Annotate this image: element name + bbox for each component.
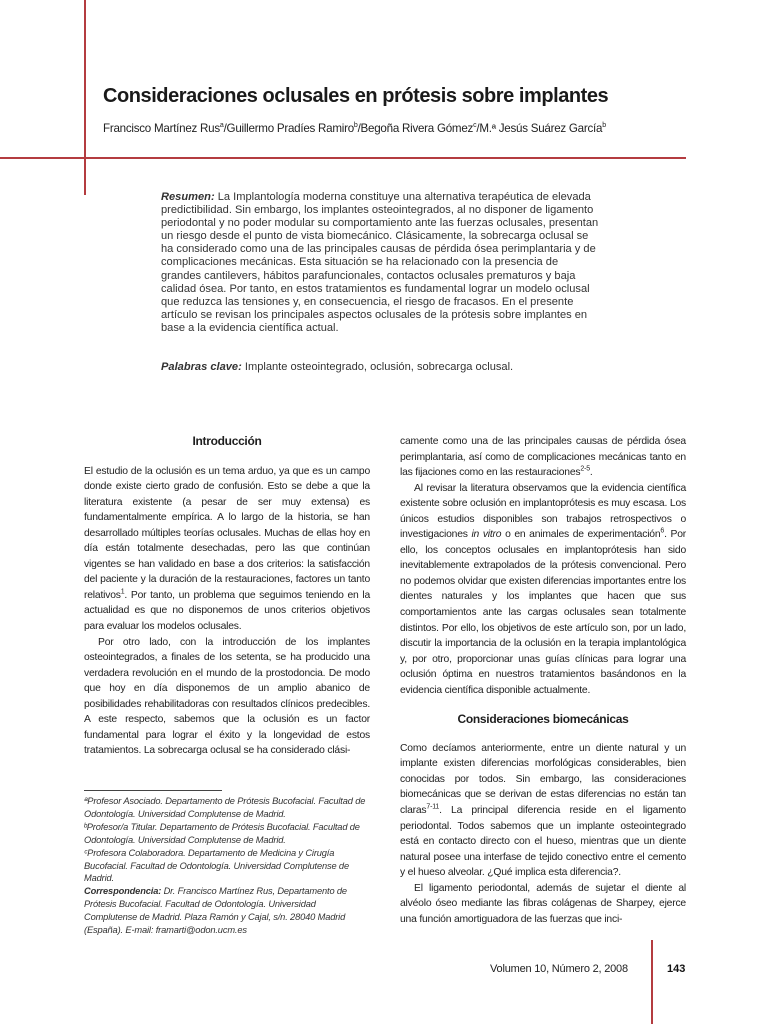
paragraph-text: El estudio de la oclusión es un tema arduo, ya que es un campo donde existe cierto grado de confusión. Esto se debe a que la literatura existente (a pesar de ser muy extensa) es fundamentalmente empírica. A lo largo de la historia, se han desarrollado múltiples teorías oclusales. Muchas de ellas hoy en día están totalmente desechadas, pero las que continúan vigentes se han validado en base a dos criterios: la satisfacción del paciente y la duración de la restauraciones, factores un tanto relativos [84, 465, 370, 601]
paragraph-text: o en animales de experimentación [501, 529, 661, 541]
author-affiliation-mark: c [473, 122, 477, 130]
correspondence-text: Dr. Francisco Martínez Rus, Departamento de Prótesis Bucofacial. Facultad de Odontología. Universidad Complutense de Madrid. Plaza Ramón y Cajal, s/n. 28040 Madrid (España). E-mail: framarti@odon.ucm.es [84, 886, 347, 936]
bottom-right-vertical-rule [651, 940, 653, 1024]
paragraph [400, 434, 686, 481]
journal-issue: Volumen 10, Número 2, 2008 [490, 963, 628, 975]
right-column [400, 434, 686, 927]
abstract-label: Resumen: [161, 191, 215, 203]
citation: 7-11 [426, 803, 440, 811]
paragraph [84, 464, 370, 635]
paragraph: El ligamento periodontal, además de sujetar el diente al alvéolo óseo mediante las fibras colágenas de Sharpey, ejerce una función amortiguadora de las fuerzas que inci- [400, 882, 686, 925]
footnote: ªProfesor Asociado. Departamento de Prótesis Bucofacial. Facultad de Odontología. Universidad Complutense de Madrid. [84, 796, 366, 819]
abstract-text: La Implantología moderna constituye una alternativa terapéutica de elevada predictibilidad. Sin embargo, los implantes osteointegrados, al no disponer de ligamento periodontal y no poder modular su comportamiento ante las fuerzas oclusales, presentan un riesgo desde el punto de vista biomecánico. Clásicamente, la sobrecarga oclusal se ha considerado como una de las principales causas de pérdida ósea perimplantaria y de complicaciones mecánicas. Esta situación se ha relacionado con la presencia de grandes cantilevers, hábitos parafuncionales, contactos oclusales prematuros y baja calidad ósea. Por tanto, en estos tratamientos es fundamental lograr un modelo oclusal que reduzca las tensiones y, en consecuencia, el riesgo de fracasos. En el presente artículo se revisan los principales aspectos oclusales de la prótesis sobre implantes en base a la evidencia científica actual. [161, 191, 599, 334]
top-left-vertical-rule [84, 0, 86, 195]
author-line [103, 122, 733, 135]
author-name: /M.ª Jesús Suárez García [476, 122, 603, 135]
footnote: ᶜProfesora Colaboradora. Departamento de Medicina y Cirugía Bucofacial. Facultad de Odontología. Universidad Complutense de Madrid. [84, 847, 349, 884]
paragraph-text: Al revisar la literatura observamos que la evidencia científica existente sobre oclusión en implantoprótesis es muy escasa. Los únicos estudios disponibles son trabajos retrospectivos o investigaciones [400, 482, 686, 541]
paragraph-text: . Por tanto, un problema que seguimos teniendo en la actualidad es que no disponemos de unos criterios objetivos para evaluar los modelos oclusales. [84, 589, 370, 633]
author-name: Francisco Martínez Rus [103, 122, 220, 135]
footnote-divider [84, 790, 222, 791]
section-heading-introduccion: Introducción [192, 434, 262, 448]
keywords-label: Palabras clave: [161, 361, 242, 373]
paragraph-text: . [589, 467, 593, 479]
section-heading-consideraciones-biomecanicas: Consideraciones biomecánicas [457, 712, 629, 727]
keywords [161, 361, 601, 374]
paragraph-text: camente como una de las principales causas de pérdida ósea perimplantaria, así como de complicaciones mecánicas tanto en las fijaciones como en las restauraciones [400, 436, 686, 479]
paragraph [400, 741, 686, 881]
citation: 1 [120, 588, 125, 596]
abstract [161, 191, 601, 335]
author-name: /Begoña Rivera Gómez [357, 122, 474, 135]
article-title: Consideraciones oclusales en prótesis sobre implantes [103, 85, 609, 107]
italic-term: in vitro [471, 529, 502, 541]
left-column [84, 434, 370, 759]
citation: 6 [660, 527, 665, 535]
correspondence-label: Correspondencia: [84, 886, 162, 897]
footnotes [84, 795, 370, 937]
paragraph-text: . Por ello, los conceptos oclusales en implantoprótesis han sido inevitablemente extrapolados de la prótesis convencional. Pero no podemos olvidar que existen diferencias importantes entre los dientes naturales y los implantes que hacen que sus comportamientos ante las cargas oclusales sean totalmente distintos. Por ello, los objetivos de este artículo son, por un lado, discutir la importancia de la oclusión en la terapia implantológica y, por otro, proporcionar unas guías clínicas para lograr una oclusión óptima en nuestros tratamientos basándonos en la evidencia científica disponible actualmente. [400, 529, 686, 696]
footnote: ᵇProfesor/a Titular. Departamento de Prótesis Bucofacial. Facultad de Odontología. Universidad Complutense de Madrid. [84, 821, 360, 845]
paragraph [400, 481, 686, 699]
author-affiliation-mark: a [219, 122, 224, 130]
paragraph-text: . La principal diferencia reside en el ligamento periodontal. Todos sabemos que un implante osteointegrado está en contacto directo con el hueso, mientras que un diente natural posee una interfase de tejido conectivo entre el cemento y el hueso alveolar. ¿Qué implica esta diferencia?. [400, 805, 686, 879]
author-name: /Guillermo Pradíes Ramiro [223, 122, 354, 135]
author-affiliation-mark: b [602, 122, 606, 130]
header-horizontal-rule [0, 157, 686, 159]
keywords-text: Implante osteointegrado, oclusión, sobrecarga oclusal. [241, 361, 514, 373]
author-affiliation-mark: b [353, 122, 358, 130]
correspondence [84, 885, 370, 937]
citation: 2-5 [580, 465, 590, 473]
paragraph-text: Como decíamos anteriormente, entre un diente natural y un implante existen diferencias morfológicas considerables, bien conocidas por todos. Sin embargo, las consideraciones biomecánicas que se derivan de estas diferencias no están tan claras [400, 742, 686, 817]
page-number: 143 [667, 963, 686, 975]
paragraph: Por otro lado, con la introducción de los implantes osteointegrados, a finales de los setenta, se ha producido una verdadera revolución en el mundo de la prostodoncia. De modo que hoy en día disponemos de un amplio abanico de posibilidades rehabilitadoras con resultados clínicos predecibles. A este respecto, sabemos que la oclusión es un factor fundamental para lograr el éxito y la longevidad de estos tratamientos. La sobrecarga oclusal se ha considerado clási- [84, 636, 370, 757]
